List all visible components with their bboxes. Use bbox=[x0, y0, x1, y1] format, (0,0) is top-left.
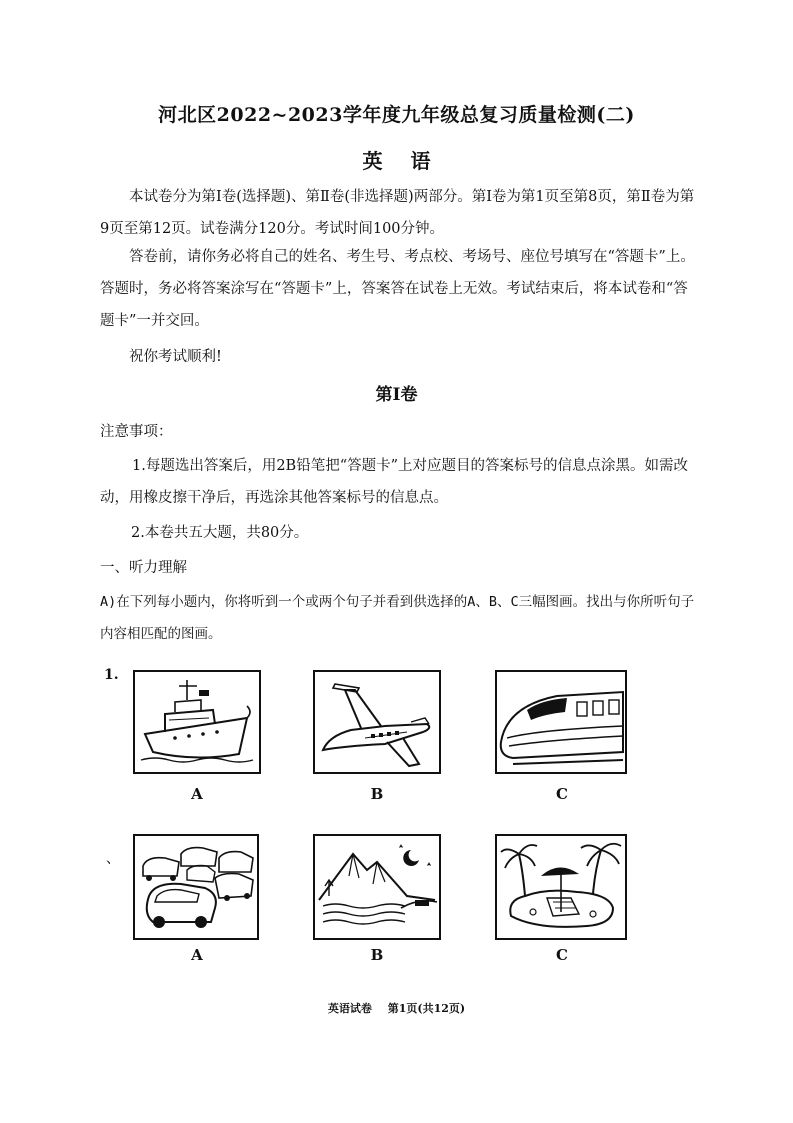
question-number: 1. bbox=[104, 667, 119, 683]
footer-page-number: 第1页(共12页) bbox=[387, 1002, 466, 1015]
intro-paragraph-2: 答卷前，请你务必将自己的姓名、考生号、考点校、考场号、座位号填写在“答题卡”上。答题时，务必将答案涂写在“答题卡”上，答案答在试卷上无效。考试结束后，将本试卷和“答题卡”一并交回。 bbox=[100, 249, 695, 329]
page-footer bbox=[0, 1000, 793, 1016]
beach-picture bbox=[495, 834, 627, 940]
option-label: B bbox=[370, 785, 384, 803]
option-label: B bbox=[370, 946, 384, 964]
airplane-icon bbox=[315, 672, 439, 772]
exam-title: 河北区2022~2023学年度九年级总复习质量检测(二) bbox=[158, 104, 635, 126]
ship-picture bbox=[133, 670, 261, 774]
notes-heading: 注意事项： bbox=[100, 424, 173, 440]
mountain-picture bbox=[313, 834, 441, 940]
bullet-train-icon bbox=[497, 672, 625, 772]
beach-island-icon bbox=[497, 836, 625, 938]
option-label: A bbox=[191, 785, 203, 803]
ship-icon bbox=[135, 672, 259, 772]
footer-paper-name: 英语试卷 bbox=[327, 1002, 372, 1015]
option-label: A bbox=[191, 946, 203, 964]
traffic-picture bbox=[133, 834, 259, 940]
part-heading: 一、听力理解 bbox=[100, 560, 187, 576]
airplane-picture bbox=[313, 670, 441, 774]
section-title: 第Ⅰ卷 bbox=[375, 385, 418, 405]
train-picture bbox=[495, 670, 627, 774]
intro-paragraph-1: 本试卷分为第Ⅰ卷(选择题)、第Ⅱ卷(非选择题)两部分。第Ⅰ卷为第1页至第8页，第Ⅱ卷为第9页至第12页。试卷满分120分。考试时间100分钟。 bbox=[100, 189, 695, 237]
good-luck-text: 祝你考试顺利! bbox=[129, 349, 222, 365]
option-label: C bbox=[556, 946, 568, 964]
mountain-lake-icon bbox=[315, 836, 439, 938]
traffic-jam-icon bbox=[135, 836, 257, 938]
note-2: 2.本卷共五大题，共80分。 bbox=[131, 525, 309, 541]
question-number: 、 bbox=[106, 851, 120, 867]
subject-title: 英语 bbox=[362, 149, 459, 173]
note-1: 1.每题选出答案后，用2B铅笔把“答题卡”上对应题目的答案标号的信息点涂黑。如需改动，用橡皮擦干净后，再选涂其他答案标号的信息点。 bbox=[100, 458, 689, 506]
option-label: C bbox=[556, 785, 568, 803]
part-instruction: A)在下列每小题内，你将听到一个或两个句子并看到供选择的A、B、C三幅图画。找出与你所听句子内容相匹配的图画。 bbox=[100, 594, 695, 642]
